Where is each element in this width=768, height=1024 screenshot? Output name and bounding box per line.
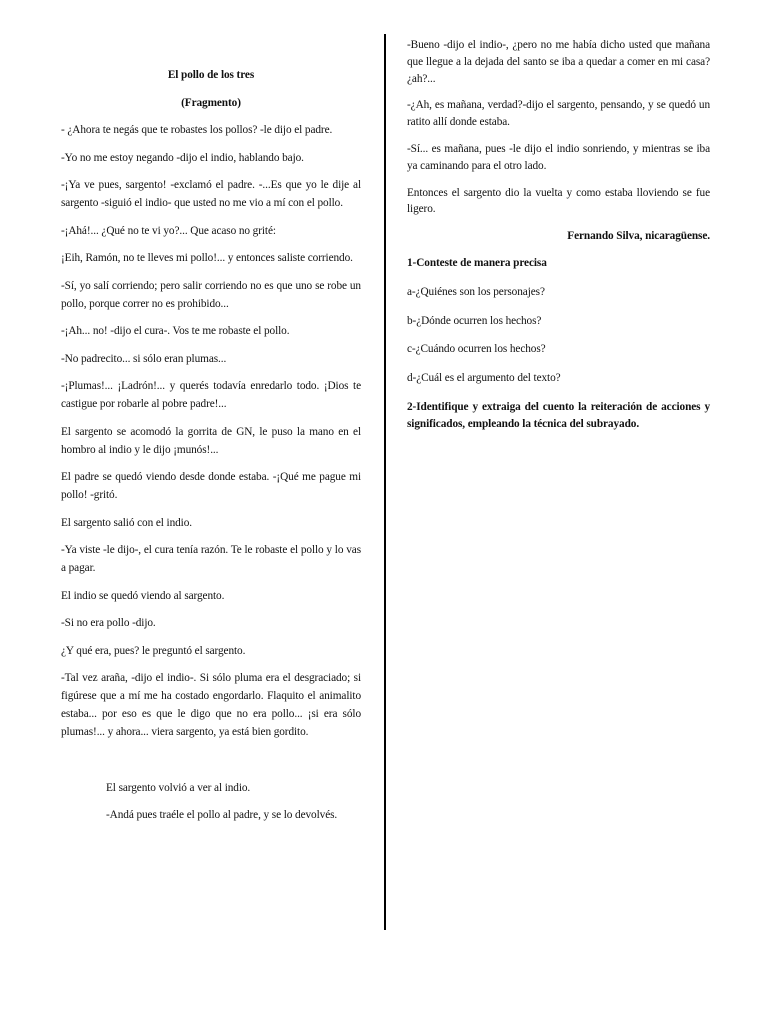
paragraph: -¿Ah, es mañana, verdad?-dijo el sargento, pensando, y se quedó un ratito allí donde estaba.	[407, 99, 710, 129]
paragraph: -Andá pues traéle el pollo al padre, y se lo devolvés.	[106, 809, 338, 821]
left-column	[61, 66, 361, 834]
paragraph: El sargento salió con el indio.	[61, 516, 192, 529]
question-item: d-¿Cuál es el argumento del texto?	[407, 372, 561, 385]
paragraph: El sargento volvió a ver al indio.	[106, 781, 251, 794]
paragraph: El padre se quedó viendo desde donde estaba. -¡Qué me pague mi pollo! -gritó.	[61, 471, 361, 501]
paragraph: -¡Ahá!... ¿Qué no te vi yo?... Que acaso no grité:	[61, 224, 276, 237]
paragraph: -Ya viste -le dijo-, el cura tenía razón. Te le robaste el pollo y lo vas a pagar.	[61, 544, 361, 574]
paragraph: -Si no era pollo -dijo.	[61, 617, 156, 629]
paragraph: Entonces el sargento dio la vuelta y como estaba lloviendo se fue ligero.	[407, 186, 710, 216]
paragraph: -¡Plumas!... ¡Ladrón!... y querés todavía enredarlo todo. ¡Dios te castigue por robarle al pobre padre!...	[61, 380, 361, 410]
paragraph: El sargento se acomodó la gorrita de GN, le puso la mano en el hombro al indio y le dijo ¡munós!...	[61, 425, 361, 456]
story-title: El pollo de los tres	[167, 69, 255, 81]
question-item: c-¿Cuándo ocurren los hechos?	[407, 343, 546, 356]
right-column	[407, 37, 710, 443]
paragraph: El indio se quedó viendo al sargento.	[61, 589, 225, 602]
task-two: 2-Identifique y extraiga del cuento la reiteración de acciones y significados, empleando la técnica del subrayado.	[407, 400, 710, 430]
paragraph: ¡Eih, Ramón, no te lleves mi pollo!... y entonces saliste corriendo.	[61, 252, 353, 264]
paragraph: -Sí, yo salí corriendo; pero salir corriendo no es que uno se robe un pollo, porque correr no es prohibido...	[61, 279, 361, 310]
paragraph: -Tal vez araña, -dijo el indio-. Si sólo pluma era el desgraciado; si figúrese que a mí me ha costado engordarlo. Flaquito el animalito estaba... por eso es que le digo que no era pollo... ¡si era sólo plumas!... y ahora... viera sargento, ya está bien gordito.	[61, 672, 361, 738]
paragraph: -Sí... es mañana, pues -le dijo el indio sonriendo, y mientras se iba ya caminando para el otro lado.	[407, 142, 710, 172]
paragraph: -Yo no me estoy negando -dijo el indio, hablando bajo.	[61, 151, 304, 164]
paragraph: -Bueno -dijo el indio-, ¿pero no me había dicho usted que mañana que llegue a la dejada del santo se iba a quedar a comer en mi casa? ¿ah?...	[407, 39, 710, 85]
author-credit: Fernando Silva, nicaragüense.	[567, 230, 710, 243]
paragraph: ¿Y qué era, pues? le preguntó el sargento.	[61, 644, 246, 657]
question-item: a-¿Quiénes son los personajes?	[407, 285, 545, 298]
paragraph: -No padrecito... si sólo eran plumas...	[61, 352, 227, 365]
column-divider	[384, 34, 386, 930]
question-item: b-¿Dónde ocurren los hechos?	[407, 314, 542, 327]
paragraph: - ¿Ahora te negás que te robastes los pollos? -le dijo el padre.	[61, 124, 333, 136]
story-subtitle: (Fragmento)	[181, 96, 241, 109]
questions-heading: 1-Conteste de manera precisa	[407, 256, 547, 269]
paragraph: -¡Ya ve pues, sargento! -exclamó el padre. -...Es que yo le dije al sargento -siguió el indio- que usted no me vio a mí con el pollo.	[61, 179, 361, 209]
paragraph: -¡Ah... no! -dijo el cura-. Vos te me robaste el pollo.	[61, 325, 290, 337]
blank-space	[61, 751, 361, 779]
